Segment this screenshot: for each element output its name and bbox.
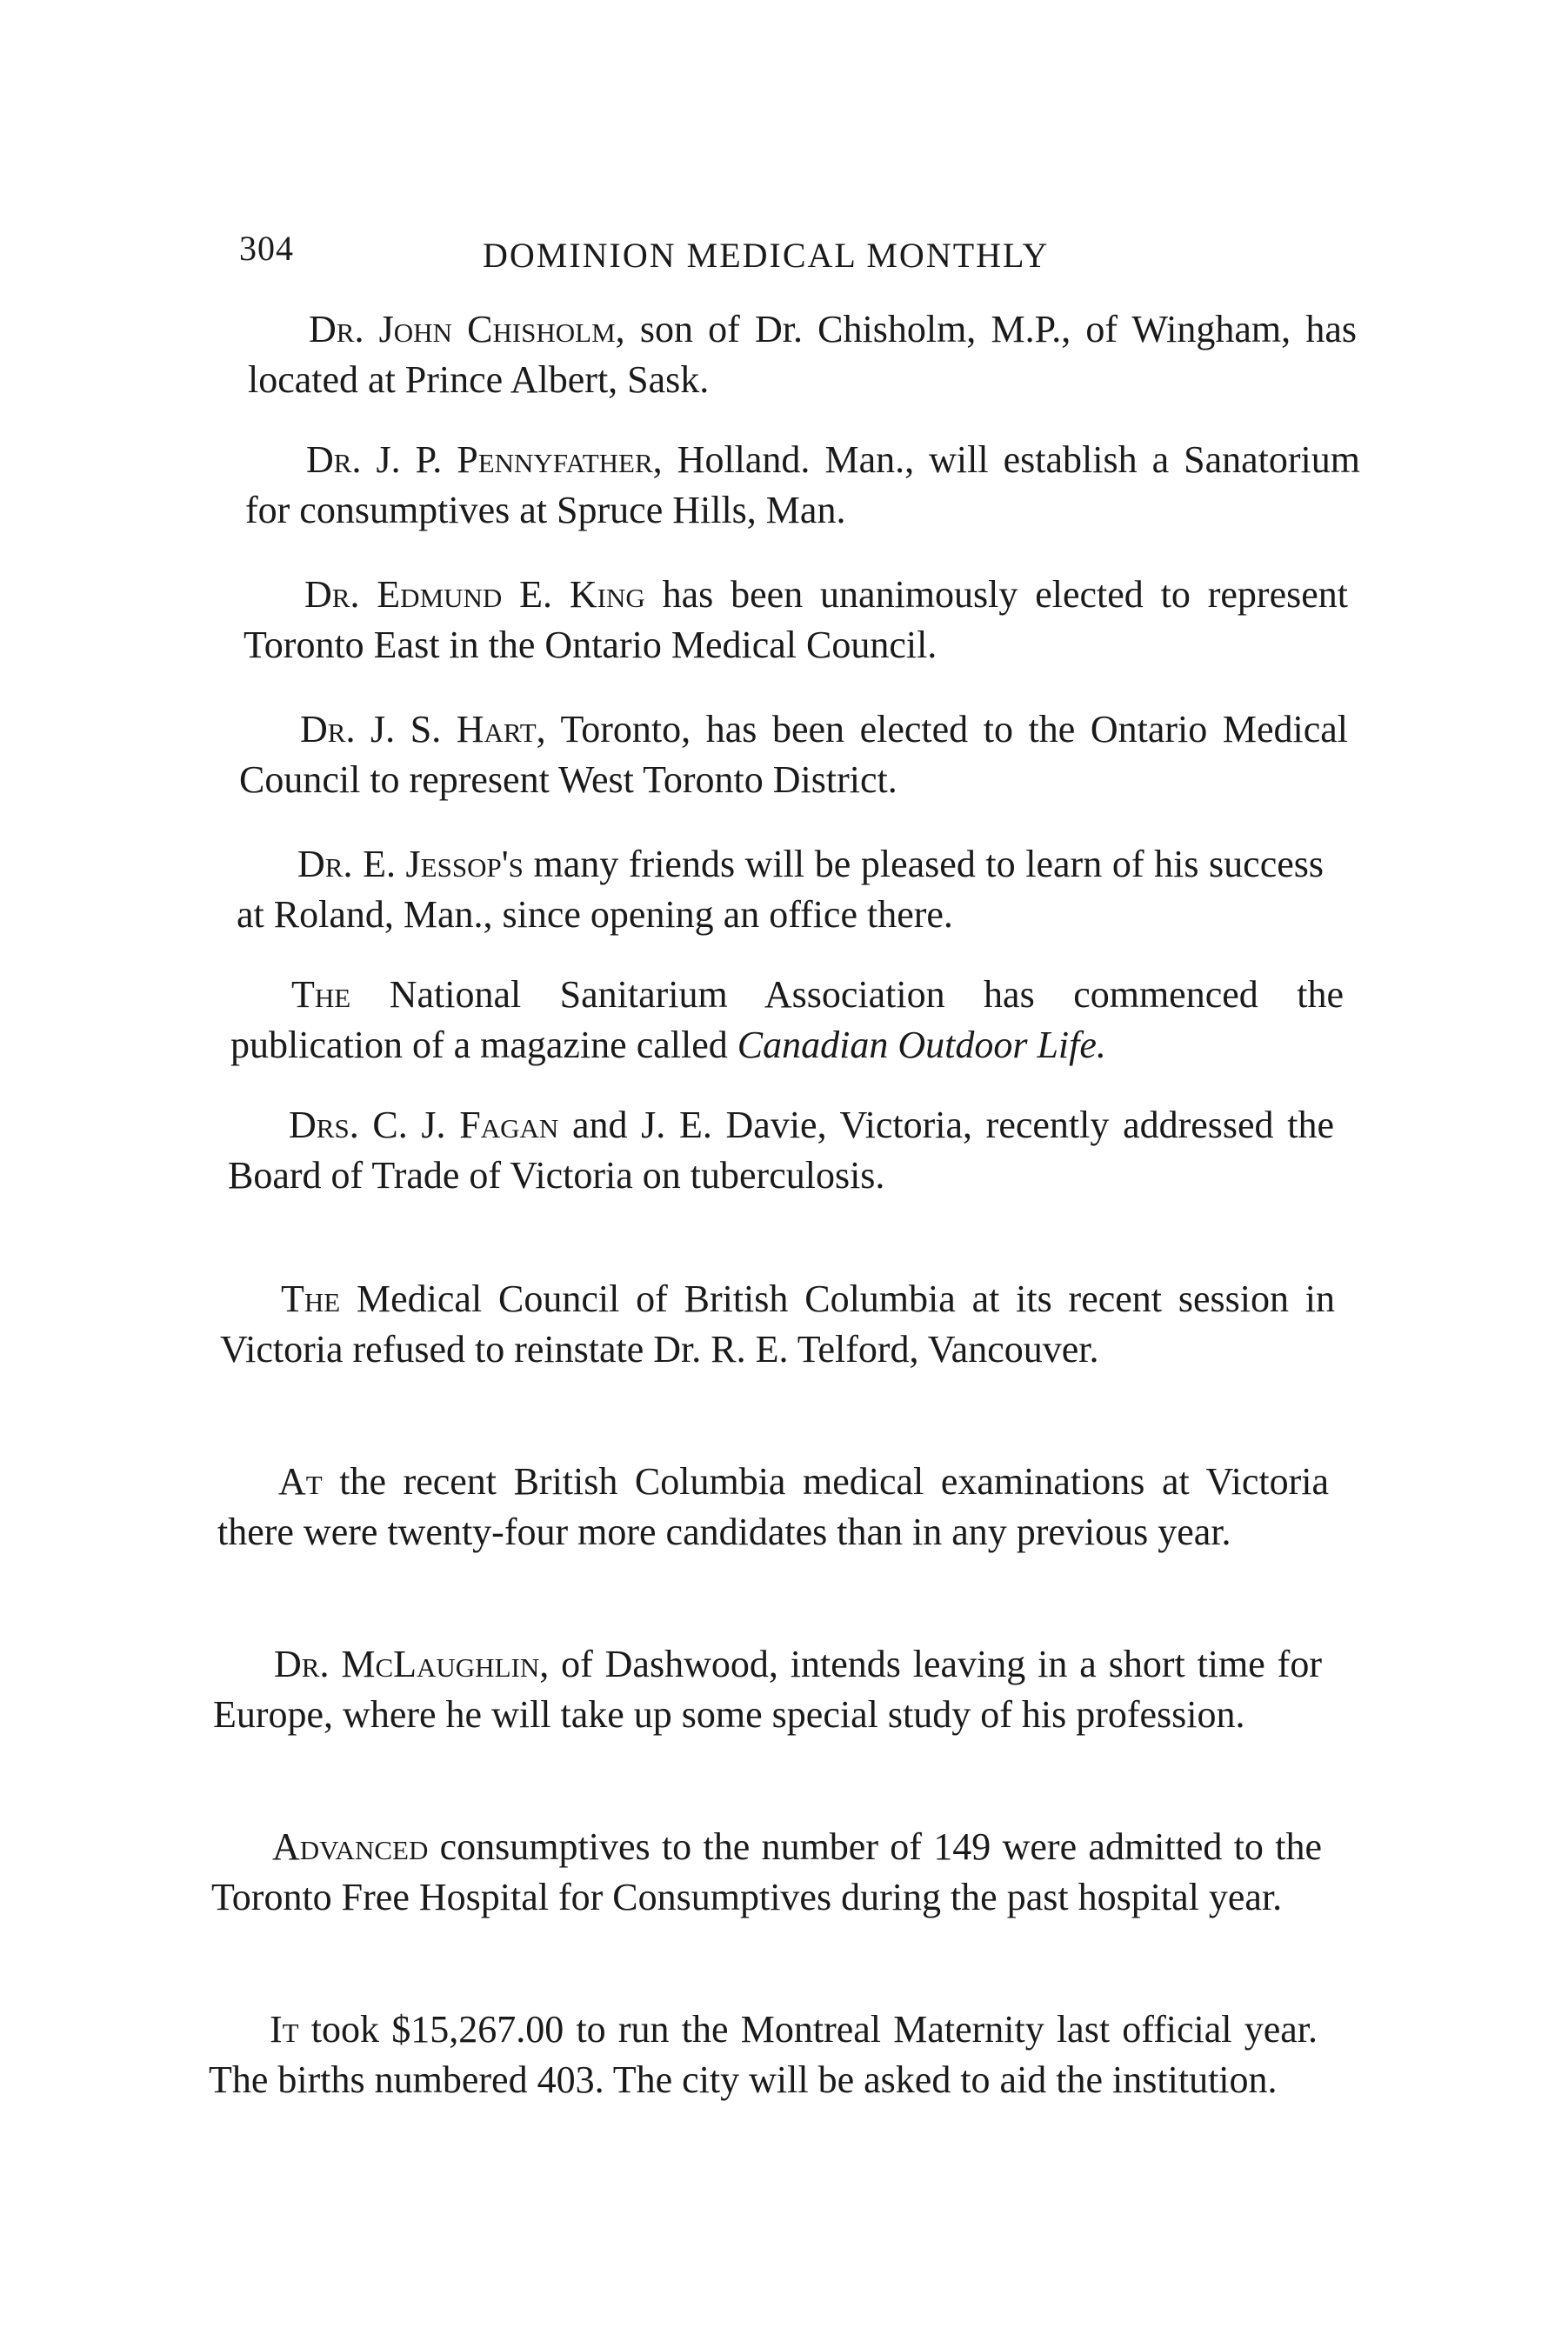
item-lead: Dr. J. S. Hart, [300,708,546,750]
page-header [239,228,1109,280]
item-text: the recent British Columbia medical examinations at Victoria there were twenty-four more candidates than in any previous year. [217,1460,1329,1553]
item-text: Toronto, has been elected to the Ontario Medical Council to represent West Toronto District. [239,708,1348,801]
news-item-king [244,570,1348,670]
news-item-hart [239,704,1348,805]
item-text: National Sanitarium Association has commenced the publication of a magazine called [230,973,1344,1066]
item-lead: It [270,2008,299,2051]
news-item-fagan [228,1100,1334,1201]
item-text: many friends will be pleased to learn of his success at Roland, Man., since opening an office there. [237,843,1324,936]
item-text: consumptives to the number of 149 were admitted to the Toronto Free Hospital for Consumptives during the past hospital year. [211,1825,1322,1918]
item-lead: Dr. McLaughlin, [274,1643,550,1685]
item-lead: The [291,973,351,1016]
news-item-pennyfather [245,435,1360,536]
item-lead: Dr. John Chisholm, [309,308,625,350]
news-item-examinations [217,1457,1329,1558]
item-text: has been unanimously elected to represent Toronto East in the Ontario Medical Council. [244,573,1348,666]
news-item-chisholm [248,304,1357,405]
magazine-title: Canadian Outdoor Life. [737,1024,1106,1066]
item-text: Holland. Man., will establish a Sanatorium for consumptives at Spruce Hills, Man. [245,438,1360,531]
item-text: took $15,267.00 to run the Montreal Maternity last official year. The births numbered 403. The city will be asked to aid the institution. [209,2008,1318,2101]
item-lead: Drs. C. J. Fagan [289,1104,559,1146]
item-lead: Advanced [272,1825,429,1868]
item-lead: Dr. E. Jessop's [297,843,524,885]
news-item-telford [220,1274,1335,1375]
running-title: DOMINION MEDICAL MONTHLY [483,236,1050,275]
page-number: 304 [239,229,294,268]
item-lead: Dr. J. P. Pennyfather, [306,438,663,481]
item-text: son of Dr. Chisholm, M.P., of Wingham, has located at Prince Albert, Sask. [248,308,1357,401]
item-lead: Dr. Edmund E. King [304,573,645,616]
item-text: and J. E. Davie, Victoria, recently addressed the Board of Trade of Victoria on tuberculosis. [228,1104,1334,1197]
item-text: of Dashwood, intends leaving in a short time for Europe, where he will take up some special study of his profession. [213,1643,1322,1736]
item-lead: At [278,1460,323,1503]
item-lead: The [281,1277,341,1320]
item-text: Medical Council of British Columbia at its recent session in Victoria refused to reinstate Dr. R. E. Telford, Vancouver. [220,1277,1335,1371]
news-item-jessop [237,839,1324,940]
news-item-mclaughlin [213,1639,1322,1740]
news-item-maternity [209,2004,1318,2105]
news-item-free-hospital [211,1822,1322,1923]
news-item-sanitarium [230,970,1344,1071]
